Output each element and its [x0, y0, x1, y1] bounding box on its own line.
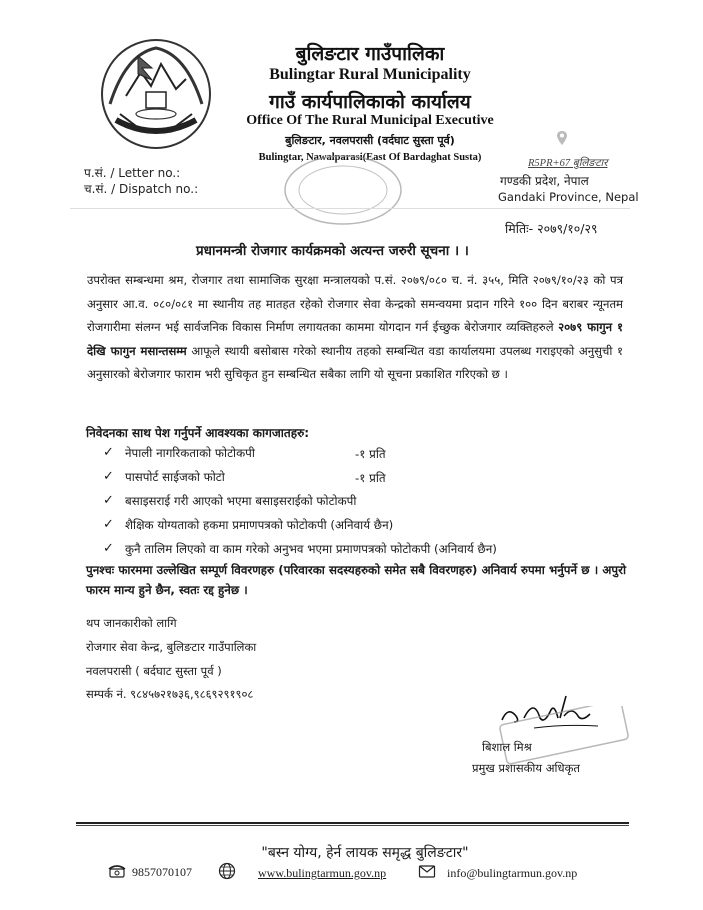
contact-place: नवलपरासी ( बर्दघाट सुस्ता पूर्व )	[86, 664, 222, 678]
list-item	[103, 444, 583, 468]
office-name-en: Office Of The Rural Municipal Executive	[246, 113, 494, 128]
org-name-np: बुलिङटार गाउँपालिका	[295, 43, 445, 65]
address-en: Bulingtar, Nawalparasi(East Of Bardaghat Susta)	[258, 152, 482, 163]
postscript-note: पुनश्चः फारममा उल्लेखित सम्पूर्ण विवरणहरु (परिवारका सदस्यहरुको समेत सबै विवरणहरु) अनिवार्य रुपमा भर्नुपर्ने छ । अपुरो फारम मान्य हुने छैन, स्वतः रद्द हुनेछ ।	[86, 563, 626, 597]
signatory-name: बिशाल मिश्र	[482, 740, 532, 754]
dispatch-no-label: च.सं. / Dispatch no.:	[84, 182, 199, 196]
contact-phone: सम्पर्क नं. ९८४५७२१७३६,९८६९२९१९०८	[86, 687, 254, 701]
footer-slogan: "बस्न योग्य, हेर्न लायक समृद्ध बुलिङटार"	[261, 845, 469, 861]
document-name: कुनै तालिम लिएको वा काम गरेको अनुभव भएमा प्रमाणपत्रको फोटोकपी (अनिवार्य छैन)	[125, 542, 497, 556]
document-name: पासपोर्ट साईजको फोटो	[125, 470, 225, 484]
plus-code: R5PR+67 बुलिङटार	[528, 158, 608, 169]
signatory-title: प्रमुख प्रशासकीय अधिकृत	[472, 761, 580, 775]
check-icon: ✓	[103, 469, 114, 484]
province-en: Gandaki Province, Nepal	[498, 190, 639, 204]
documents-list	[103, 444, 583, 564]
document-qty: -१ प्रति	[355, 447, 386, 461]
documents-heading: निवेदनका साथ पेश गर्नुपर्ने आवश्यका कागजातहरु:	[86, 426, 310, 440]
footer-phone: 9857070107	[132, 865, 192, 879]
globe-icon	[218, 862, 236, 880]
footer-divider-thin	[76, 825, 629, 826]
footer-website-link[interactable]: www.bulingtarmun.gov.np	[258, 866, 387, 880]
document-name: शैक्षिक योग्यताको हकमा प्रमाणपत्रको फोटोकपी (अनिवार्य छैन)	[125, 518, 394, 532]
check-icon: ✓	[103, 517, 114, 532]
office-stamp	[278, 150, 408, 230]
province-np: गण्डकी प्रदेश, नेपाल	[500, 174, 589, 188]
check-icon: ✓	[103, 445, 114, 460]
office-name-np: गाउँ कार्यपालिकाको कार्यालय	[269, 91, 471, 113]
document-name: बसाइसराई गरी आएको भएमा बसाइसराईको फोटोकपी	[125, 494, 357, 508]
divider	[70, 208, 630, 209]
list-item	[103, 468, 583, 492]
check-icon: ✓	[103, 541, 114, 556]
nepal-emblem-icon	[96, 34, 216, 154]
address-np: बुलिङटार, नवलपरासी (वर्दघाट सुस्ता पूर्व)	[285, 134, 455, 147]
list-item	[103, 516, 583, 540]
body-text-2: आफूले स्थायी बसोबास गरेको स्थानीय तहको सम्बन्धित वडा कार्यालयमा उपलब्ध गराइएको अनुसुची १ अनुसारको बेरोजगार फाराम भरी सुचिकृत हुन सम्बन्धित सबैका लागि यो सूचना प्रकाशित गरिएको छ ।	[87, 343, 623, 381]
contact-intro: थप जानकारीको लागि	[86, 616, 177, 630]
letter-date: मितिः- २०७९/१०/२९	[505, 221, 598, 236]
letter-no-label: प.सं. / Letter no.:	[84, 166, 181, 180]
phone-icon	[108, 864, 126, 878]
org-name-en: Bulingtar Rural Municipality	[269, 66, 471, 83]
map-pin-icon	[556, 130, 568, 146]
body-text-1: उपरोक्त सम्बन्धमा श्रम, रोजगार तथा सामाजिक सुरक्षा मन्त्रालयको प.सं. २०७९/०८० च. नं. ३५५, मिति २०७९/१०/२३ को पत्र अनुसार आ.व. ०८०/०८१ मा स्थानीय तह मातहत रहेको रोजगार सेवा केन्द्रको समन्वयमा प्रदान गरिने १०० दिन बराबर न्यूनतम रोजगारीमा संलग्न भई सार्वजनिक विकास निर्माण लगायतका काममा योगदान गर्न ईच्छुक बेरोजगार व्यक्तिहरुले	[87, 273, 623, 334]
mail-icon	[418, 863, 436, 879]
list-item	[103, 492, 583, 516]
footer-divider	[76, 822, 629, 824]
document-qty: -१ प्रति	[355, 471, 386, 485]
notice-subject: प्रधानमन्त्री रोजगार कार्यक्रमको अत्यन्त जरुरी सूचना । ।	[196, 243, 469, 259]
contact-org: रोजगार सेवा केन्द्र, बुलिङटार गाउँपालिका	[86, 640, 257, 654]
body-text-bold: २०७९ फागुन १ देखि फागुन मसान्तसम्म	[87, 320, 623, 358]
footer-email-link[interactable]: info@bulingtarmun.gov.np	[447, 866, 578, 880]
signatory-stamp	[494, 706, 634, 766]
notice-body	[87, 269, 623, 387]
check-icon: ✓	[103, 493, 114, 508]
document-name: नेपाली नागरिकताको फोटोकपी	[125, 446, 255, 460]
